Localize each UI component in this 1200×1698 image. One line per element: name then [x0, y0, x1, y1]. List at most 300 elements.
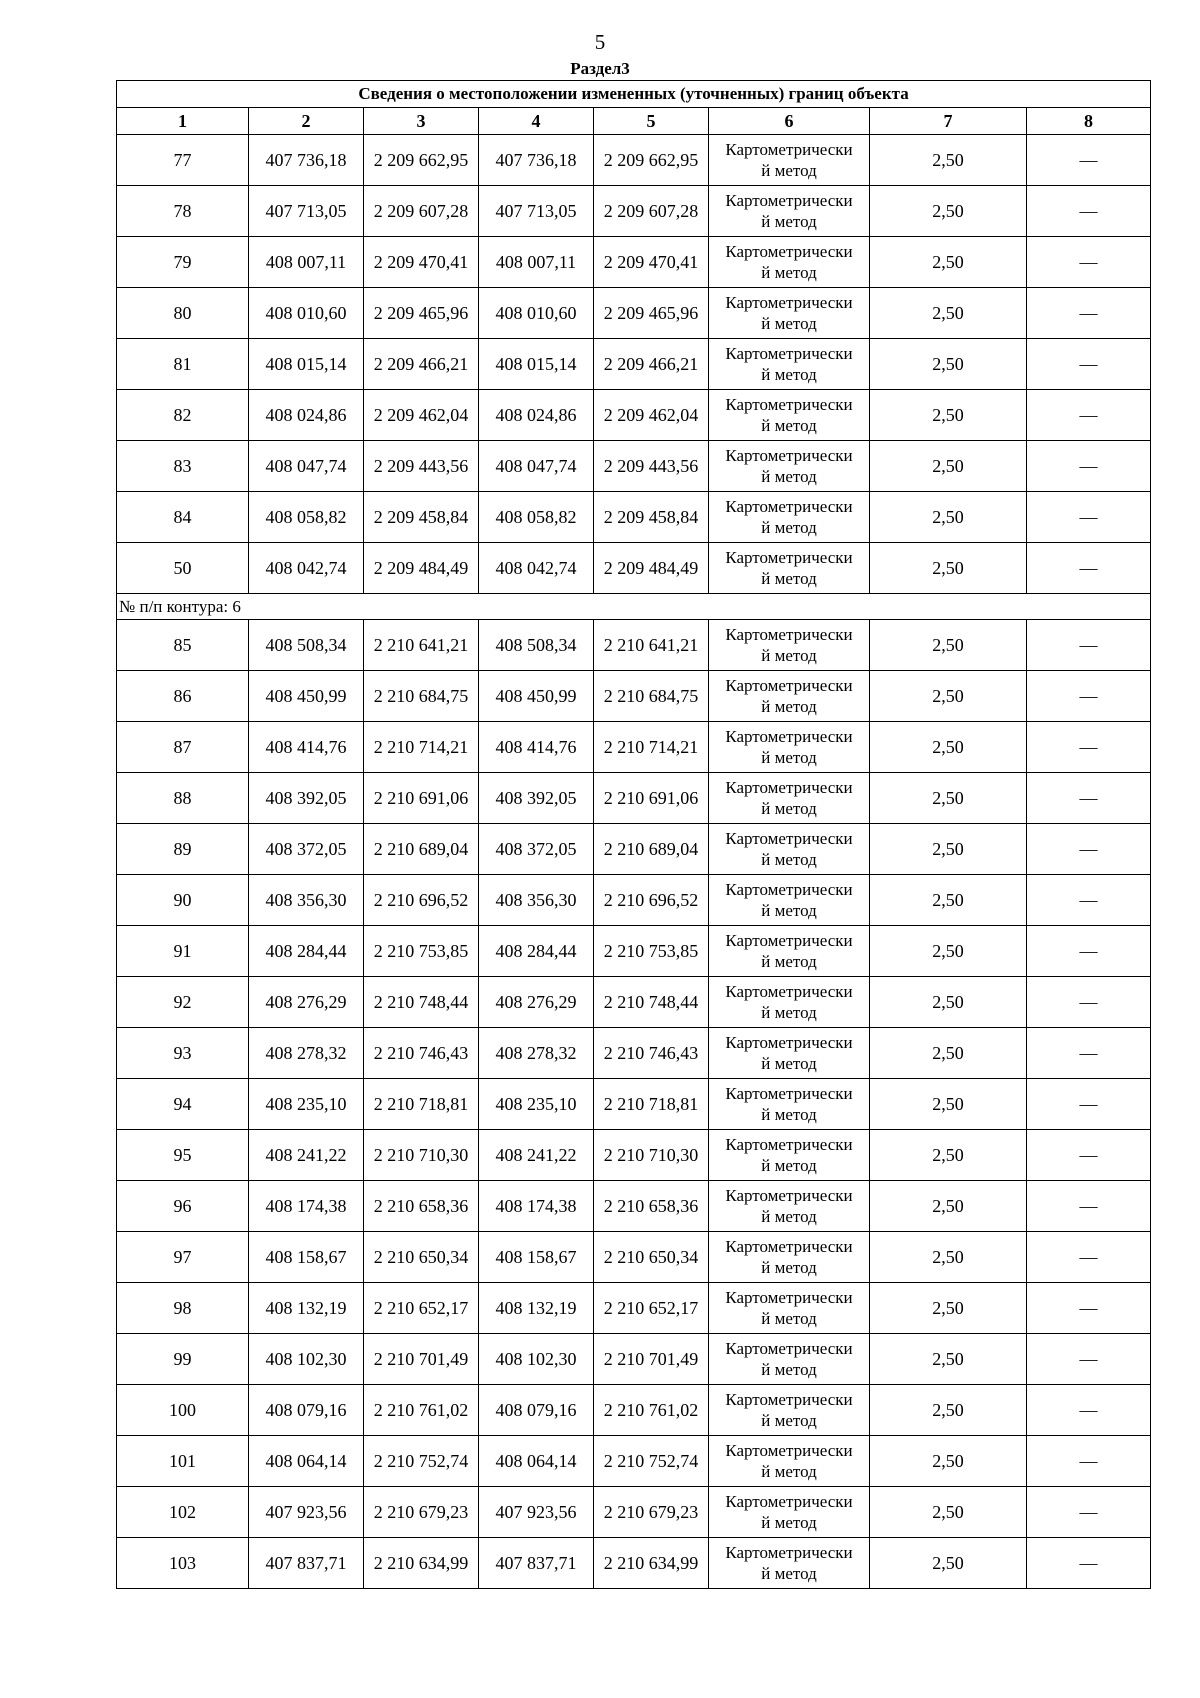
cell-x1: 408 024,86	[249, 390, 364, 441]
cell-y2: 2 210 718,81	[594, 1079, 709, 1130]
table-row	[117, 722, 1151, 773]
cell-error: 2,50	[870, 1385, 1027, 1436]
cell-x1: 408 058,82	[249, 492, 364, 543]
cell-y2: 2 210 650,34	[594, 1232, 709, 1283]
cell-x1: 408 414,76	[249, 722, 364, 773]
cell-error: 2,50	[870, 1436, 1027, 1487]
method-line: й метод	[761, 748, 817, 767]
table-row	[117, 339, 1151, 390]
cell-x2: 408 015,14	[479, 339, 594, 390]
method-line: Картометрически	[725, 625, 853, 644]
cell-y2: 2 210 752,74	[594, 1436, 709, 1487]
cell-method	[709, 339, 870, 390]
cell-x1: 408 235,10	[249, 1079, 364, 1130]
method-line: Картометрически	[725, 497, 853, 516]
method-line: й метод	[761, 1513, 817, 1532]
method-line: й метод	[761, 646, 817, 665]
cell-x2: 408 132,19	[479, 1283, 594, 1334]
cell-y1: 2 210 718,81	[364, 1079, 479, 1130]
cell-n: 95	[117, 1130, 249, 1181]
cell-method	[709, 390, 870, 441]
cell-dash: —	[1027, 1130, 1151, 1181]
cell-error: 2,50	[870, 620, 1027, 671]
cell-y1: 2 209 458,84	[364, 492, 479, 543]
cell-method	[709, 288, 870, 339]
table-row	[117, 824, 1151, 875]
table-row	[117, 237, 1151, 288]
cell-y2: 2 210 753,85	[594, 926, 709, 977]
cell-x1: 408 015,14	[249, 339, 364, 390]
method-line: й метод	[761, 1105, 817, 1124]
method-line: й метод	[761, 1258, 817, 1277]
cell-x2: 408 508,34	[479, 620, 594, 671]
cell-y1: 2 210 714,21	[364, 722, 479, 773]
cell-y2: 2 210 652,17	[594, 1283, 709, 1334]
cell-y1: 2 210 748,44	[364, 977, 479, 1028]
cell-error: 2,50	[870, 492, 1027, 543]
cell-x1: 408 047,74	[249, 441, 364, 492]
cell-y2: 2 209 484,49	[594, 543, 709, 594]
cell-y1: 2 210 652,17	[364, 1283, 479, 1334]
cell-n: 81	[117, 339, 249, 390]
cell-y1: 2 210 753,85	[364, 926, 479, 977]
cell-method	[709, 1334, 870, 1385]
cell-n: 91	[117, 926, 249, 977]
method-line: й метод	[761, 416, 817, 435]
cell-x1: 407 736,18	[249, 135, 364, 186]
method-line: й метод	[761, 1564, 817, 1583]
cell-y1: 2 210 658,36	[364, 1181, 479, 1232]
cell-dash: —	[1027, 186, 1151, 237]
cell-y2: 2 210 689,04	[594, 824, 709, 875]
cell-x1: 408 158,67	[249, 1232, 364, 1283]
method-line: й метод	[761, 1462, 817, 1481]
method-line: Картометрически	[725, 676, 853, 695]
cell-x2: 408 450,99	[479, 671, 594, 722]
cell-method	[709, 1079, 870, 1130]
cell-dash: —	[1027, 1334, 1151, 1385]
cell-x2: 408 278,32	[479, 1028, 594, 1079]
cell-x2: 408 079,16	[479, 1385, 594, 1436]
cell-method	[709, 722, 870, 773]
cell-dash: —	[1027, 722, 1151, 773]
table-row	[117, 135, 1151, 186]
cell-y1: 2 210 710,30	[364, 1130, 479, 1181]
table-caption: Сведения о местоположении измененных (уточненных) границ объекта	[117, 81, 1151, 108]
method-line: й метод	[761, 518, 817, 537]
cell-n: 101	[117, 1436, 249, 1487]
cell-x2: 407 923,56	[479, 1487, 594, 1538]
cell-dash: —	[1027, 671, 1151, 722]
cell-y2: 2 210 701,49	[594, 1334, 709, 1385]
method-line: Картометрически	[725, 140, 853, 159]
cell-y1: 2 209 443,56	[364, 441, 479, 492]
table-row	[117, 671, 1151, 722]
method-line: й метод	[761, 901, 817, 920]
cell-y2: 2 210 641,21	[594, 620, 709, 671]
cell-x1: 408 079,16	[249, 1385, 364, 1436]
cell-error: 2,50	[870, 237, 1027, 288]
cell-n: 94	[117, 1079, 249, 1130]
cell-method	[709, 1538, 870, 1589]
cell-x2: 408 064,14	[479, 1436, 594, 1487]
method-line: й метод	[761, 1054, 817, 1073]
cell-method	[709, 1436, 870, 1487]
table-row	[117, 620, 1151, 671]
cell-error: 2,50	[870, 1181, 1027, 1232]
table-row	[117, 288, 1151, 339]
cell-n: 99	[117, 1334, 249, 1385]
method-line: й метод	[761, 1207, 817, 1226]
cell-y2: 2 210 746,43	[594, 1028, 709, 1079]
cell-n: 79	[117, 237, 249, 288]
cell-n: 90	[117, 875, 249, 926]
cell-x2: 408 414,76	[479, 722, 594, 773]
cell-method	[709, 1487, 870, 1538]
cell-x2: 407 713,05	[479, 186, 594, 237]
cell-dash: —	[1027, 926, 1151, 977]
cell-error: 2,50	[870, 671, 1027, 722]
method-line: й метод	[761, 799, 817, 818]
table-row	[117, 1130, 1151, 1181]
method-line: Картометрически	[725, 1390, 853, 1409]
method-line: й метод	[761, 1003, 817, 1022]
cell-method	[709, 186, 870, 237]
cell-error: 2,50	[870, 1487, 1027, 1538]
column-header: 2	[249, 108, 364, 135]
cell-dash: —	[1027, 773, 1151, 824]
cell-method	[709, 1385, 870, 1436]
method-line: Картометрически	[725, 1186, 853, 1205]
method-line: Картометрически	[725, 446, 853, 465]
cell-dash: —	[1027, 135, 1151, 186]
cell-x2: 408 392,05	[479, 773, 594, 824]
table-row	[117, 441, 1151, 492]
cell-method	[709, 237, 870, 288]
cell-dash: —	[1027, 1028, 1151, 1079]
cell-method	[709, 543, 870, 594]
column-header: 8	[1027, 108, 1151, 135]
cell-x1: 407 837,71	[249, 1538, 364, 1589]
cell-method	[709, 977, 870, 1028]
column-header: 5	[594, 108, 709, 135]
method-line: Картометрически	[725, 293, 853, 312]
method-line: Картометрически	[725, 395, 853, 414]
table-row	[117, 1334, 1151, 1385]
cell-dash: —	[1027, 1232, 1151, 1283]
table-row	[117, 1385, 1151, 1436]
method-line: Картометрически	[725, 242, 853, 261]
cell-y2: 2 210 679,23	[594, 1487, 709, 1538]
cell-error: 2,50	[870, 722, 1027, 773]
cell-y2: 2 210 761,02	[594, 1385, 709, 1436]
cell-x1: 408 010,60	[249, 288, 364, 339]
cell-n: 82	[117, 390, 249, 441]
table-row	[117, 390, 1151, 441]
cell-x2: 408 276,29	[479, 977, 594, 1028]
cell-x1: 407 923,56	[249, 1487, 364, 1538]
cell-x2: 407 736,18	[479, 135, 594, 186]
method-line: й метод	[761, 1156, 817, 1175]
cell-n: 98	[117, 1283, 249, 1334]
cell-n: 77	[117, 135, 249, 186]
cell-x2: 408 372,05	[479, 824, 594, 875]
cell-y1: 2 210 634,99	[364, 1538, 479, 1589]
cell-n: 103	[117, 1538, 249, 1589]
cell-x2: 408 042,74	[479, 543, 594, 594]
cell-x2: 408 007,11	[479, 237, 594, 288]
cell-y2: 2 210 714,21	[594, 722, 709, 773]
cell-dash: —	[1027, 543, 1151, 594]
cell-x1: 408 284,44	[249, 926, 364, 977]
method-line: Картометрически	[725, 1033, 853, 1052]
method-line: Картометрически	[725, 191, 853, 210]
cell-method	[709, 773, 870, 824]
method-line: й метод	[761, 365, 817, 384]
method-line: й метод	[761, 569, 817, 588]
cell-y1: 2 210 701,49	[364, 1334, 479, 1385]
cell-dash: —	[1027, 288, 1151, 339]
cell-error: 2,50	[870, 186, 1027, 237]
cell-x2: 408 235,10	[479, 1079, 594, 1130]
table-row	[117, 1538, 1151, 1589]
table-row	[117, 492, 1151, 543]
cell-y1: 2 209 484,49	[364, 543, 479, 594]
cell-error: 2,50	[870, 773, 1027, 824]
cell-dash: —	[1027, 339, 1151, 390]
table-row	[117, 1283, 1151, 1334]
method-line: Картометрически	[725, 1135, 853, 1154]
method-line: й метод	[761, 1360, 817, 1379]
cell-y1: 2 209 662,95	[364, 135, 479, 186]
cell-y1: 2 210 752,74	[364, 1436, 479, 1487]
column-header: 3	[364, 108, 479, 135]
cell-dash: —	[1027, 1385, 1151, 1436]
cell-n: 86	[117, 671, 249, 722]
cell-dash: —	[1027, 1283, 1151, 1334]
method-line: Картометрически	[725, 880, 853, 899]
cell-y2: 2 209 462,04	[594, 390, 709, 441]
cell-x1: 408 174,38	[249, 1181, 364, 1232]
cell-dash: —	[1027, 1079, 1151, 1130]
cell-n: 100	[117, 1385, 249, 1436]
cell-error: 2,50	[870, 135, 1027, 186]
cell-x1: 408 276,29	[249, 977, 364, 1028]
method-line: й метод	[761, 161, 817, 180]
table-row	[117, 543, 1151, 594]
method-line: Картометрически	[725, 931, 853, 950]
method-line: й метод	[761, 467, 817, 486]
cell-y2: 2 209 465,96	[594, 288, 709, 339]
cell-n: 80	[117, 288, 249, 339]
table-row	[117, 1079, 1151, 1130]
page-number: 5	[594, 30, 606, 54]
cell-dash: —	[1027, 1487, 1151, 1538]
method-line: Картометрически	[725, 778, 853, 797]
cell-y1: 2 210 684,75	[364, 671, 479, 722]
table-row	[117, 977, 1151, 1028]
column-header: 6	[709, 108, 870, 135]
cell-y1: 2 209 470,41	[364, 237, 479, 288]
cell-n: 85	[117, 620, 249, 671]
cell-error: 2,50	[870, 1334, 1027, 1385]
cell-error: 2,50	[870, 1232, 1027, 1283]
cell-dash: —	[1027, 1538, 1151, 1589]
cell-n: 83	[117, 441, 249, 492]
cell-n: 78	[117, 186, 249, 237]
cell-error: 2,50	[870, 1079, 1027, 1130]
cell-y2: 2 210 748,44	[594, 977, 709, 1028]
table-row	[117, 1436, 1151, 1487]
cell-error: 2,50	[870, 390, 1027, 441]
cell-method	[709, 875, 870, 926]
cell-dash: —	[1027, 441, 1151, 492]
cell-x2: 408 102,30	[479, 1334, 594, 1385]
cell-error: 2,50	[870, 339, 1027, 390]
cell-method	[709, 1130, 870, 1181]
cell-n: 88	[117, 773, 249, 824]
cell-x1: 408 356,30	[249, 875, 364, 926]
cell-y2: 2 210 684,75	[594, 671, 709, 722]
method-line: й метод	[761, 263, 817, 282]
cell-x1: 407 713,05	[249, 186, 364, 237]
table-row	[117, 875, 1151, 926]
cell-y1: 2 210 696,52	[364, 875, 479, 926]
cell-error: 2,50	[870, 1130, 1027, 1181]
cell-y1: 2 210 689,04	[364, 824, 479, 875]
method-line: й метод	[761, 850, 817, 869]
method-line: й метод	[761, 697, 817, 716]
cell-y2: 2 210 634,99	[594, 1538, 709, 1589]
cell-error: 2,50	[870, 441, 1027, 492]
table-row	[117, 186, 1151, 237]
cell-x1: 408 064,14	[249, 1436, 364, 1487]
contour-row	[117, 594, 1151, 620]
method-line: Картометрически	[725, 1492, 853, 1511]
cell-dash: —	[1027, 492, 1151, 543]
cell-n: 93	[117, 1028, 249, 1079]
cell-y2: 2 210 696,52	[594, 875, 709, 926]
method-line: Картометрически	[725, 727, 853, 746]
cell-y1: 2 210 761,02	[364, 1385, 479, 1436]
cell-dash: —	[1027, 977, 1151, 1028]
cell-dash: —	[1027, 824, 1151, 875]
cell-error: 2,50	[870, 926, 1027, 977]
cell-y2: 2 209 443,56	[594, 441, 709, 492]
cell-error: 2,50	[870, 977, 1027, 1028]
table-row	[117, 1232, 1151, 1283]
cell-y1: 2 210 691,06	[364, 773, 479, 824]
cell-error: 2,50	[870, 288, 1027, 339]
method-line: Картометрически	[725, 1237, 853, 1256]
cell-x1: 408 508,34	[249, 620, 364, 671]
boundary-coordinates-table	[116, 80, 1151, 1589]
method-line: Картометрически	[725, 1339, 853, 1358]
column-header-row	[117, 108, 1151, 135]
cell-method	[709, 492, 870, 543]
cell-x2: 408 010,60	[479, 288, 594, 339]
cell-x1: 408 007,11	[249, 237, 364, 288]
cell-y1: 2 210 641,21	[364, 620, 479, 671]
cell-error: 2,50	[870, 824, 1027, 875]
cell-method	[709, 1028, 870, 1079]
table-row	[117, 773, 1151, 824]
cell-error: 2,50	[870, 1538, 1027, 1589]
method-line: Картометрически	[725, 982, 853, 1001]
method-line: Картометрически	[725, 1543, 853, 1562]
cell-y1: 2 210 650,34	[364, 1232, 479, 1283]
table-row	[117, 1487, 1151, 1538]
cell-method	[709, 824, 870, 875]
cell-n: 102	[117, 1487, 249, 1538]
cell-y1: 2 209 466,21	[364, 339, 479, 390]
cell-y1: 2 209 462,04	[364, 390, 479, 441]
cell-x2: 408 284,44	[479, 926, 594, 977]
cell-y1: 2 210 679,23	[364, 1487, 479, 1538]
cell-y2: 2 209 458,84	[594, 492, 709, 543]
cell-x2: 408 047,74	[479, 441, 594, 492]
cell-y2: 2 209 466,21	[594, 339, 709, 390]
cell-x1: 408 102,30	[249, 1334, 364, 1385]
method-line: Картометрически	[725, 1084, 853, 1103]
cell-y2: 2 210 691,06	[594, 773, 709, 824]
cell-y2: 2 209 662,95	[594, 135, 709, 186]
cell-method	[709, 1232, 870, 1283]
cell-method	[709, 671, 870, 722]
cell-y1: 2 209 607,28	[364, 186, 479, 237]
cell-y2: 2 209 470,41	[594, 237, 709, 288]
column-header: 4	[479, 108, 594, 135]
cell-n: 50	[117, 543, 249, 594]
cell-n: 87	[117, 722, 249, 773]
cell-error: 2,50	[870, 1283, 1027, 1334]
method-line: й метод	[761, 1411, 817, 1430]
cell-y1: 2 210 746,43	[364, 1028, 479, 1079]
cell-x1: 408 278,32	[249, 1028, 364, 1079]
cell-x1: 408 450,99	[249, 671, 364, 722]
cell-error: 2,50	[870, 875, 1027, 926]
cell-n: 97	[117, 1232, 249, 1283]
table-row	[117, 1181, 1151, 1232]
cell-dash: —	[1027, 620, 1151, 671]
contour-label: № п/п контура: 6	[117, 594, 1151, 620]
cell-y2: 2 210 710,30	[594, 1130, 709, 1181]
cell-x1: 408 132,19	[249, 1283, 364, 1334]
cell-y2: 2 210 658,36	[594, 1181, 709, 1232]
cell-y2: 2 209 607,28	[594, 186, 709, 237]
cell-x2: 408 241,22	[479, 1130, 594, 1181]
cell-dash: —	[1027, 875, 1151, 926]
cell-dash: —	[1027, 390, 1151, 441]
cell-x2: 408 024,86	[479, 390, 594, 441]
cell-x2: 407 837,71	[479, 1538, 594, 1589]
cell-error: 2,50	[870, 1028, 1027, 1079]
cell-dash: —	[1027, 1436, 1151, 1487]
cell-n: 96	[117, 1181, 249, 1232]
cell-x2: 408 158,67	[479, 1232, 594, 1283]
cell-method	[709, 135, 870, 186]
cell-method	[709, 620, 870, 671]
method-line: й метод	[761, 212, 817, 231]
method-line: Картометрически	[725, 1441, 853, 1460]
cell-y1: 2 209 465,96	[364, 288, 479, 339]
cell-method	[709, 1283, 870, 1334]
cell-x1: 408 372,05	[249, 824, 364, 875]
cell-n: 84	[117, 492, 249, 543]
cell-x2: 408 356,30	[479, 875, 594, 926]
method-line: Картометрически	[725, 1288, 853, 1307]
cell-n: 92	[117, 977, 249, 1028]
